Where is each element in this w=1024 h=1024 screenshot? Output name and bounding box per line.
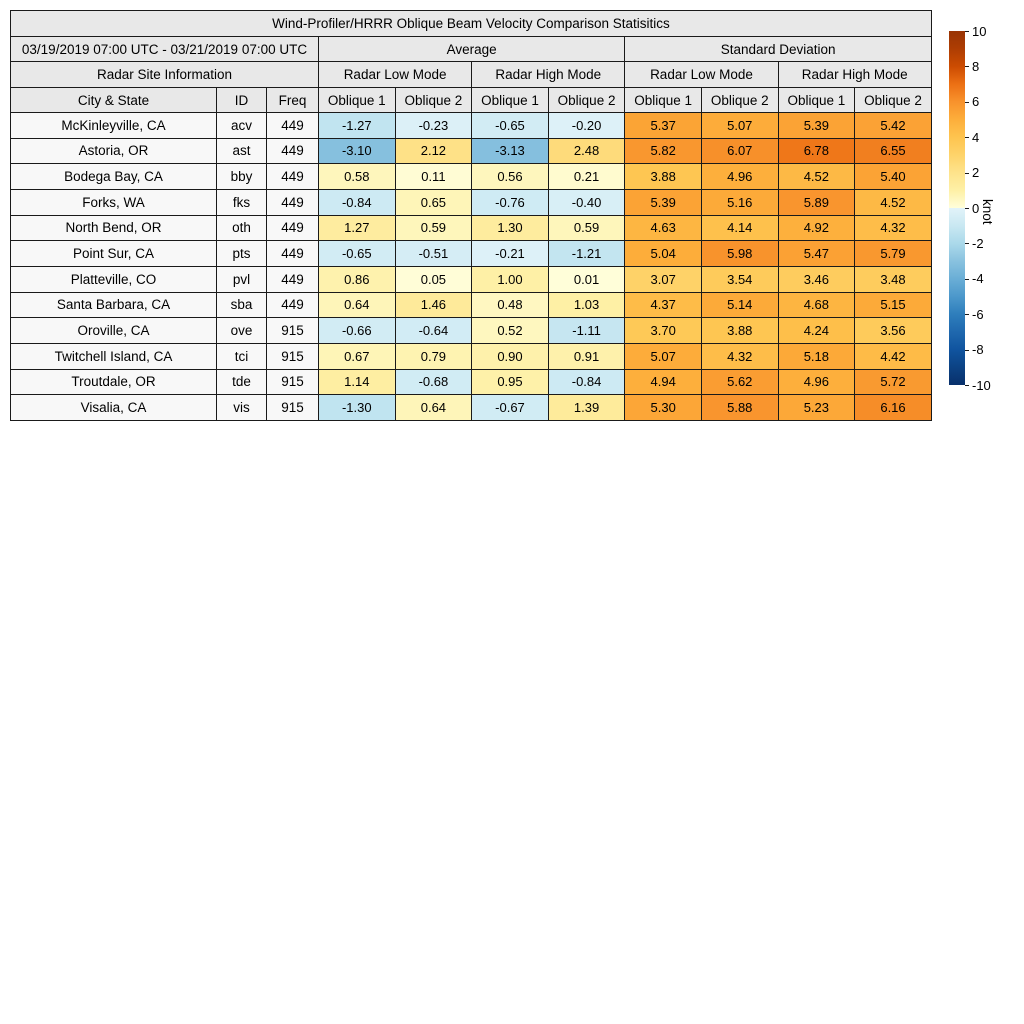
table-row: [11, 164, 932, 190]
sd-oblique-1-cell: 5.82: [625, 138, 702, 164]
avg-oblique-1-cell: -0.67: [472, 395, 549, 421]
sd-oblique-1-cell: 4.63: [625, 215, 702, 241]
freq-cell: 449: [267, 292, 319, 318]
table-row: [11, 113, 932, 139]
avg-oblique-2-cell: 0.79: [395, 343, 472, 369]
sd-oblique-1-cell: 4.68: [778, 292, 855, 318]
sd-oblique-1-cell: 4.96: [778, 369, 855, 395]
column-header-oblique1: Oblique 1: [625, 88, 702, 113]
city-state-cell: Astoria, OR: [11, 138, 217, 164]
column-header-oblique2: Oblique 2: [548, 88, 625, 113]
site-id-cell: tde: [217, 369, 267, 395]
group-header-average: Average: [319, 37, 625, 62]
sd-oblique-1-cell: 5.47: [778, 241, 855, 267]
table-row: [11, 138, 932, 164]
sd-oblique-2-cell: 5.16: [701, 189, 778, 215]
site-id-cell: acv: [217, 113, 267, 139]
statistics-table: [10, 10, 932, 421]
sd-oblique-2-cell: 5.98: [701, 241, 778, 267]
sd-oblique-1-cell: 5.39: [778, 113, 855, 139]
colorbar-tick-label: -4: [972, 271, 984, 287]
column-header-oblique2: Oblique 2: [395, 88, 472, 113]
avg-oblique-1-cell: -3.10: [319, 138, 396, 164]
sd-oblique-1-cell: 4.92: [778, 215, 855, 241]
avg-oblique-1-cell: 0.58: [319, 164, 396, 190]
city-state-cell: Visalia, CA: [11, 395, 217, 421]
avg-oblique-2-cell: 1.39: [548, 395, 625, 421]
table-row: [11, 318, 932, 344]
mode-header-avg-high: Radar High Mode: [472, 62, 625, 88]
column-header-oblique2: Oblique 2: [701, 88, 778, 113]
table-row: [11, 292, 932, 318]
sd-oblique-2-cell: 5.40: [855, 164, 932, 190]
site-id-cell: ove: [217, 318, 267, 344]
table-row: [11, 343, 932, 369]
sd-oblique-1-cell: 5.89: [778, 189, 855, 215]
table-row: [11, 266, 932, 292]
freq-cell: 449: [267, 164, 319, 190]
colorbar-tick-label: 8: [972, 58, 980, 74]
avg-oblique-1-cell: -0.65: [472, 113, 549, 139]
site-id-cell: tci: [217, 343, 267, 369]
sd-oblique-2-cell: 4.32: [855, 215, 932, 241]
sd-oblique-2-cell: 4.52: [855, 189, 932, 215]
column-header-freq: Freq: [267, 88, 319, 113]
column-header-oblique1: Oblique 1: [472, 88, 549, 113]
colorbar-tick: [965, 66, 969, 67]
avg-oblique-2-cell: -0.20: [548, 113, 625, 139]
sd-oblique-1-cell: 5.23: [778, 395, 855, 421]
sd-oblique-2-cell: 6.07: [701, 138, 778, 164]
group-header-standard-deviation: Standard Deviation: [625, 37, 931, 62]
avg-oblique-1-cell: -3.13: [472, 138, 549, 164]
sd-oblique-2-cell: 3.88: [701, 318, 778, 344]
sd-oblique-1-cell: 5.37: [625, 113, 702, 139]
avg-oblique-1-cell: 0.86: [319, 266, 396, 292]
table-title: Wind-Profiler/HRRR Oblique Beam Velocity Comparison Statisitics: [11, 11, 932, 37]
sd-oblique-2-cell: 5.62: [701, 369, 778, 395]
colorbar-tick: [965, 243, 969, 244]
sd-oblique-1-cell: 5.18: [778, 343, 855, 369]
avg-oblique-1-cell: 1.27: [319, 215, 396, 241]
sd-oblique-1-cell: 5.39: [625, 189, 702, 215]
table-row: [11, 215, 932, 241]
sd-oblique-1-cell: 4.52: [778, 164, 855, 190]
city-state-cell: Point Sur, CA: [11, 241, 217, 267]
avg-oblique-2-cell: -0.23: [395, 113, 472, 139]
avg-oblique-2-cell: 0.21: [548, 164, 625, 190]
table-row: [11, 369, 932, 395]
colorbar-tick-label: 4: [972, 129, 980, 145]
avg-oblique-1-cell: -1.30: [319, 395, 396, 421]
site-info-header: Radar Site Information: [11, 62, 319, 88]
colorbar-tick-label: -6: [972, 306, 984, 322]
avg-oblique-1-cell: 0.64: [319, 292, 396, 318]
sd-oblique-2-cell: 5.72: [855, 369, 932, 395]
sd-oblique-2-cell: 4.96: [701, 164, 778, 190]
avg-oblique-2-cell: 0.05: [395, 266, 472, 292]
avg-oblique-1-cell: -0.76: [472, 189, 549, 215]
column-header-id: ID: [217, 88, 267, 113]
sd-oblique-1-cell: 5.07: [625, 343, 702, 369]
sd-oblique-2-cell: 5.15: [855, 292, 932, 318]
sd-oblique-1-cell: 3.07: [625, 266, 702, 292]
avg-oblique-2-cell: -0.51: [395, 241, 472, 267]
sd-oblique-2-cell: 4.14: [701, 215, 778, 241]
freq-cell: 449: [267, 189, 319, 215]
avg-oblique-2-cell: 0.65: [395, 189, 472, 215]
site-id-cell: ast: [217, 138, 267, 164]
avg-oblique-1-cell: 0.67: [319, 343, 396, 369]
sd-oblique-2-cell: 5.79: [855, 241, 932, 267]
avg-oblique-1-cell: -1.27: [319, 113, 396, 139]
colorbar-tick-label: 0: [972, 200, 980, 216]
colorbar-tick-label: -10: [972, 377, 991, 393]
colorbar-tick: [965, 137, 969, 138]
freq-cell: 915: [267, 343, 319, 369]
sd-oblique-1-cell: 5.04: [625, 241, 702, 267]
sd-oblique-2-cell: 5.42: [855, 113, 932, 139]
avg-oblique-1-cell: 0.48: [472, 292, 549, 318]
sd-oblique-2-cell: 5.88: [701, 395, 778, 421]
freq-cell: 449: [267, 113, 319, 139]
site-id-cell: fks: [217, 189, 267, 215]
site-id-cell: vis: [217, 395, 267, 421]
avg-oblique-2-cell: -0.40: [548, 189, 625, 215]
colorbar-tick: [965, 314, 969, 315]
freq-cell: 449: [267, 241, 319, 267]
avg-oblique-2-cell: -1.21: [548, 241, 625, 267]
city-state-cell: Santa Barbara, CA: [11, 292, 217, 318]
mode-header-sd-high: Radar High Mode: [778, 62, 931, 88]
avg-oblique-2-cell: -1.11: [548, 318, 625, 344]
avg-oblique-1-cell: 1.00: [472, 266, 549, 292]
avg-oblique-2-cell: 0.01: [548, 266, 625, 292]
avg-oblique-1-cell: -0.21: [472, 241, 549, 267]
avg-oblique-1-cell: 1.30: [472, 215, 549, 241]
avg-oblique-1-cell: 0.90: [472, 343, 549, 369]
table-row: [11, 395, 932, 421]
avg-oblique-2-cell: 1.46: [395, 292, 472, 318]
freq-cell: 915: [267, 318, 319, 344]
freq-cell: 449: [267, 266, 319, 292]
colorbar-tick-label: -2: [972, 235, 984, 251]
colorbar-tick-label: 10: [972, 23, 987, 39]
sd-oblique-1-cell: 4.94: [625, 369, 702, 395]
colorbar-tick: [965, 385, 969, 386]
city-state-cell: Bodega Bay, CA: [11, 164, 217, 190]
avg-oblique-2-cell: 2.48: [548, 138, 625, 164]
mode-header-avg-low: Radar Low Mode: [319, 62, 472, 88]
city-state-cell: Oroville, CA: [11, 318, 217, 344]
sd-oblique-2-cell: 3.48: [855, 266, 932, 292]
site-id-cell: sba: [217, 292, 267, 318]
avg-oblique-2-cell: 0.59: [395, 215, 472, 241]
avg-oblique-2-cell: 0.11: [395, 164, 472, 190]
avg-oblique-2-cell: 0.64: [395, 395, 472, 421]
sd-oblique-1-cell: 3.70: [625, 318, 702, 344]
mode-header-sd-low: Radar Low Mode: [625, 62, 778, 88]
table-row: [11, 241, 932, 267]
avg-oblique-1-cell: -0.66: [319, 318, 396, 344]
colorbar-tick: [965, 279, 969, 280]
sd-oblique-2-cell: 6.55: [855, 138, 932, 164]
avg-oblique-1-cell: 1.14: [319, 369, 396, 395]
colorbar-tick: [965, 173, 969, 174]
avg-oblique-2-cell: -0.68: [395, 369, 472, 395]
avg-oblique-1-cell: 0.56: [472, 164, 549, 190]
site-id-cell: oth: [217, 215, 267, 241]
freq-cell: 915: [267, 395, 319, 421]
avg-oblique-1-cell: -0.84: [319, 189, 396, 215]
colorbar-tick: [965, 31, 969, 32]
city-state-cell: North Bend, OR: [11, 215, 217, 241]
sd-oblique-2-cell: 4.42: [855, 343, 932, 369]
sd-oblique-2-cell: 4.32: [701, 343, 778, 369]
sd-oblique-1-cell: 4.37: [625, 292, 702, 318]
sd-oblique-1-cell: 3.88: [625, 164, 702, 190]
table-body: [11, 113, 932, 421]
sd-oblique-2-cell: 5.07: [701, 113, 778, 139]
column-header-oblique2: Oblique 2: [855, 88, 932, 113]
city-state-cell: Twitchell Island, CA: [11, 343, 217, 369]
city-state-cell: Troutdale, OR: [11, 369, 217, 395]
table-row: [11, 189, 932, 215]
avg-oblique-2-cell: 0.91: [548, 343, 625, 369]
site-id-cell: pvl: [217, 266, 267, 292]
city-state-cell: Platteville, CO: [11, 266, 217, 292]
sd-oblique-1-cell: 5.30: [625, 395, 702, 421]
date-range: 03/19/2019 07:00 UTC - 03/21/2019 07:00 UTC: [11, 37, 319, 62]
avg-oblique-2-cell: 2.12: [395, 138, 472, 164]
sd-oblique-2-cell: 3.56: [855, 318, 932, 344]
column-header-oblique1: Oblique 1: [778, 88, 855, 113]
colorbar-tick-label: 6: [972, 94, 980, 110]
colorbar-unit-label: knot: [980, 199, 995, 225]
freq-cell: 449: [267, 138, 319, 164]
column-header-city-state: City & State: [11, 88, 217, 113]
colorbar: [949, 31, 965, 385]
freq-cell: 915: [267, 369, 319, 395]
sd-oblique-2-cell: 5.14: [701, 292, 778, 318]
avg-oblique-1-cell: -0.65: [319, 241, 396, 267]
colorbar-tick-label: -8: [972, 342, 984, 358]
sd-oblique-2-cell: 6.16: [855, 395, 932, 421]
avg-oblique-2-cell: -0.64: [395, 318, 472, 344]
site-id-cell: pts: [217, 241, 267, 267]
sd-oblique-1-cell: 3.46: [778, 266, 855, 292]
sd-oblique-1-cell: 4.24: [778, 318, 855, 344]
avg-oblique-2-cell: -0.84: [548, 369, 625, 395]
avg-oblique-2-cell: 0.59: [548, 215, 625, 241]
colorbar-tick: [965, 208, 969, 209]
colorbar-tick: [965, 350, 969, 351]
colorbar-tick: [965, 102, 969, 103]
avg-oblique-2-cell: 1.03: [548, 292, 625, 318]
sd-oblique-1-cell: 6.78: [778, 138, 855, 164]
column-header-oblique1: Oblique 1: [319, 88, 396, 113]
colorbar-tick-label: 2: [972, 165, 980, 181]
freq-cell: 449: [267, 215, 319, 241]
avg-oblique-1-cell: 0.95: [472, 369, 549, 395]
avg-oblique-1-cell: 0.52: [472, 318, 549, 344]
city-state-cell: Forks, WA: [11, 189, 217, 215]
site-id-cell: bby: [217, 164, 267, 190]
sd-oblique-2-cell: 3.54: [701, 266, 778, 292]
city-state-cell: McKinleyville, CA: [11, 113, 217, 139]
